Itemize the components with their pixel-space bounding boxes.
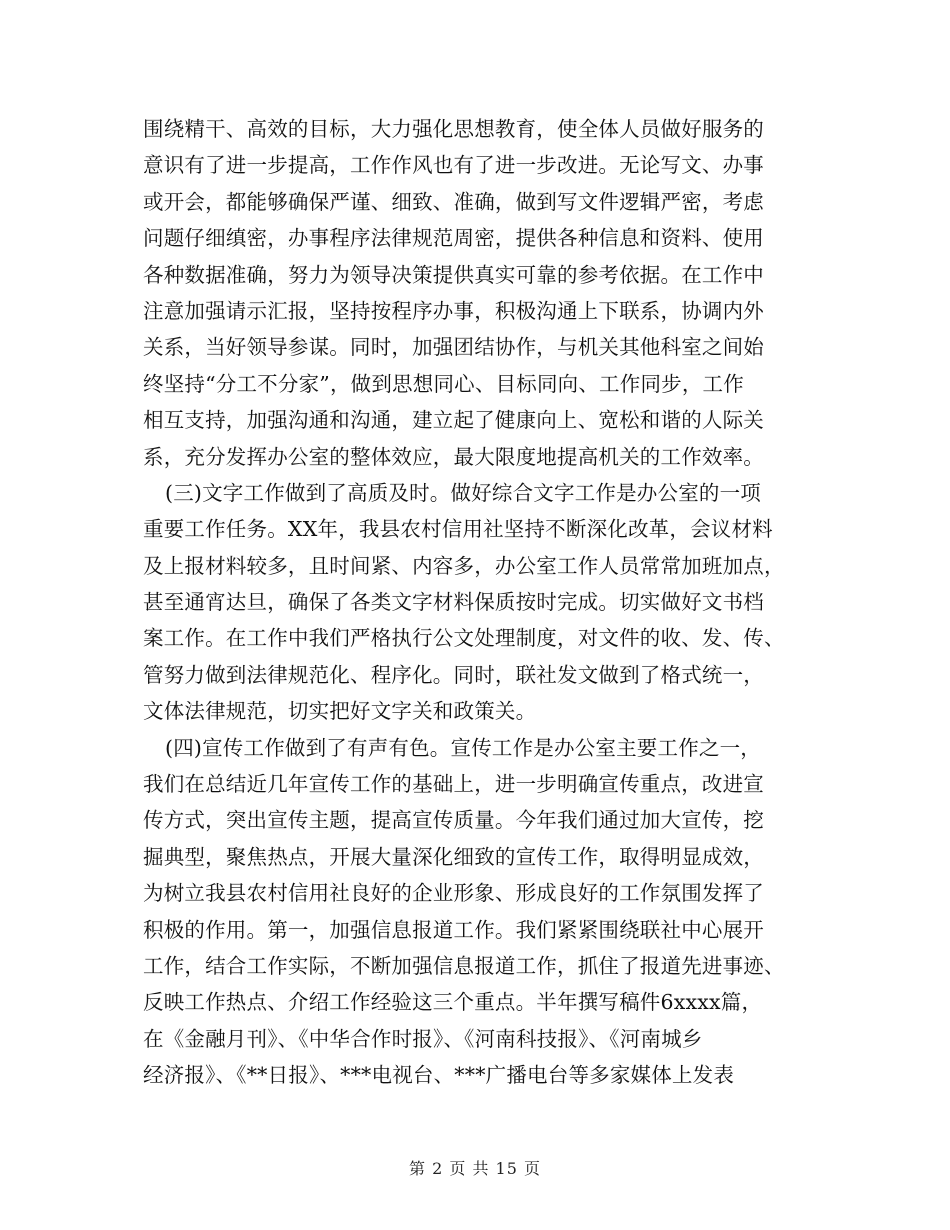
text-line: 注意加强请示汇报，坚持按程序办事，积极沟通上下联系，协调内外 [143, 298, 764, 323]
text-line: 或开会，都能够确保严谨、细致、准确，做到写文件逻辑严密，考虑 [143, 189, 764, 214]
text-line: 围绕精干、高效的目标，大力强化思想教育，使全体人员做好服务的 [143, 117, 764, 141]
text-line: 反映工作热点、介绍工作经验这三个重点。半年撰写稿件6xxxx篇， [143, 990, 763, 1015]
text-line: 终坚持“分工不分家”，做到思想同心、目标同向、工作同步，工作 [143, 371, 744, 396]
text-line: 意识有了进一步提高，工作作风也有了进一步改进。无论写文、办事 [143, 153, 764, 178]
text-line: 相互支持，加强沟通和沟通，建立起了健康向上、宽松和谐的人际关 [143, 408, 764, 433]
text-line: 甚至通宵达旦，确保了各类文字材料保质按时完成。切实做好文书档 [143, 590, 764, 615]
text-line: 案工作。在工作中我们严格执行公文处理制度，对文件的收、发、传、 [143, 626, 785, 651]
page-number-footer: 第 2 页 共 15 页 [409, 1159, 541, 1178]
text-line: 我们在总结近几年宣传工作的基础上，进一步明确宣传重点，改进宣 [143, 772, 764, 797]
text-line: 工作，结合工作实际，不断加强信息报道工作，抓住了报道先进事迹、 [143, 953, 785, 978]
text-line: 问题仔细缜密，办事程序法律规范周密，提供各种信息和资料、使用 [143, 226, 764, 251]
text-line: 各种数据准确，努力为领导决策提供真实可靠的参考依据。在工作中 [143, 262, 764, 287]
text-line: (三)文字工作做到了高质及时。做好综合文字工作是办公室的一项 [165, 480, 761, 505]
text-line: 传方式，突出宣传主题，提高宣传质量。今年我们通过加大宣传，挖 [143, 808, 764, 833]
text-line: (四)宣传工作做到了有声有色。宣传工作是办公室主要工作之一， [165, 735, 761, 760]
text-line: 经济报》、《**日报》、***电视台、***广播电台等多家媒体上发表 [143, 1063, 735, 1088]
text-line: 关系，当好领导参谋。同时，加强团结协作，与机关其他科室之间始 [143, 335, 764, 360]
text-line: 在《金融月刊》、《中华合作时报》、《河南科技报》、《河南城乡 [143, 1026, 703, 1051]
text-line: 及上报材料较多，且时间紧、内容多，办公室工作人员常常加班加点， [143, 553, 785, 578]
text-line: 为树立我县农村信用社良好的企业形象、形成良好的工作氛围发挥了 [143, 881, 764, 906]
text-line: 文体法律规范，切实把好文字关和政策关。 [143, 699, 537, 724]
text-line: 系，充分发挥办公室的整体效应，最大限度地提高机关的工作效率。 [143, 444, 764, 469]
text-line: 重要工作任务。XX年，我县农村信用社坚持不断深化改革，会议材料 [143, 517, 773, 542]
text-line: 积极的作用。第一，加强信息报道工作。我们紧紧围绕联社中心展开 [143, 917, 764, 942]
text-line: 管努力做到法律规范化、程序化。同时，联社发文做到了格式统一， [143, 662, 764, 687]
document-body [143, 111, 823, 1094]
text-line: 掘典型，聚焦热点，开展大量深化细致的宣传工作，取得明显成效， [143, 844, 764, 869]
